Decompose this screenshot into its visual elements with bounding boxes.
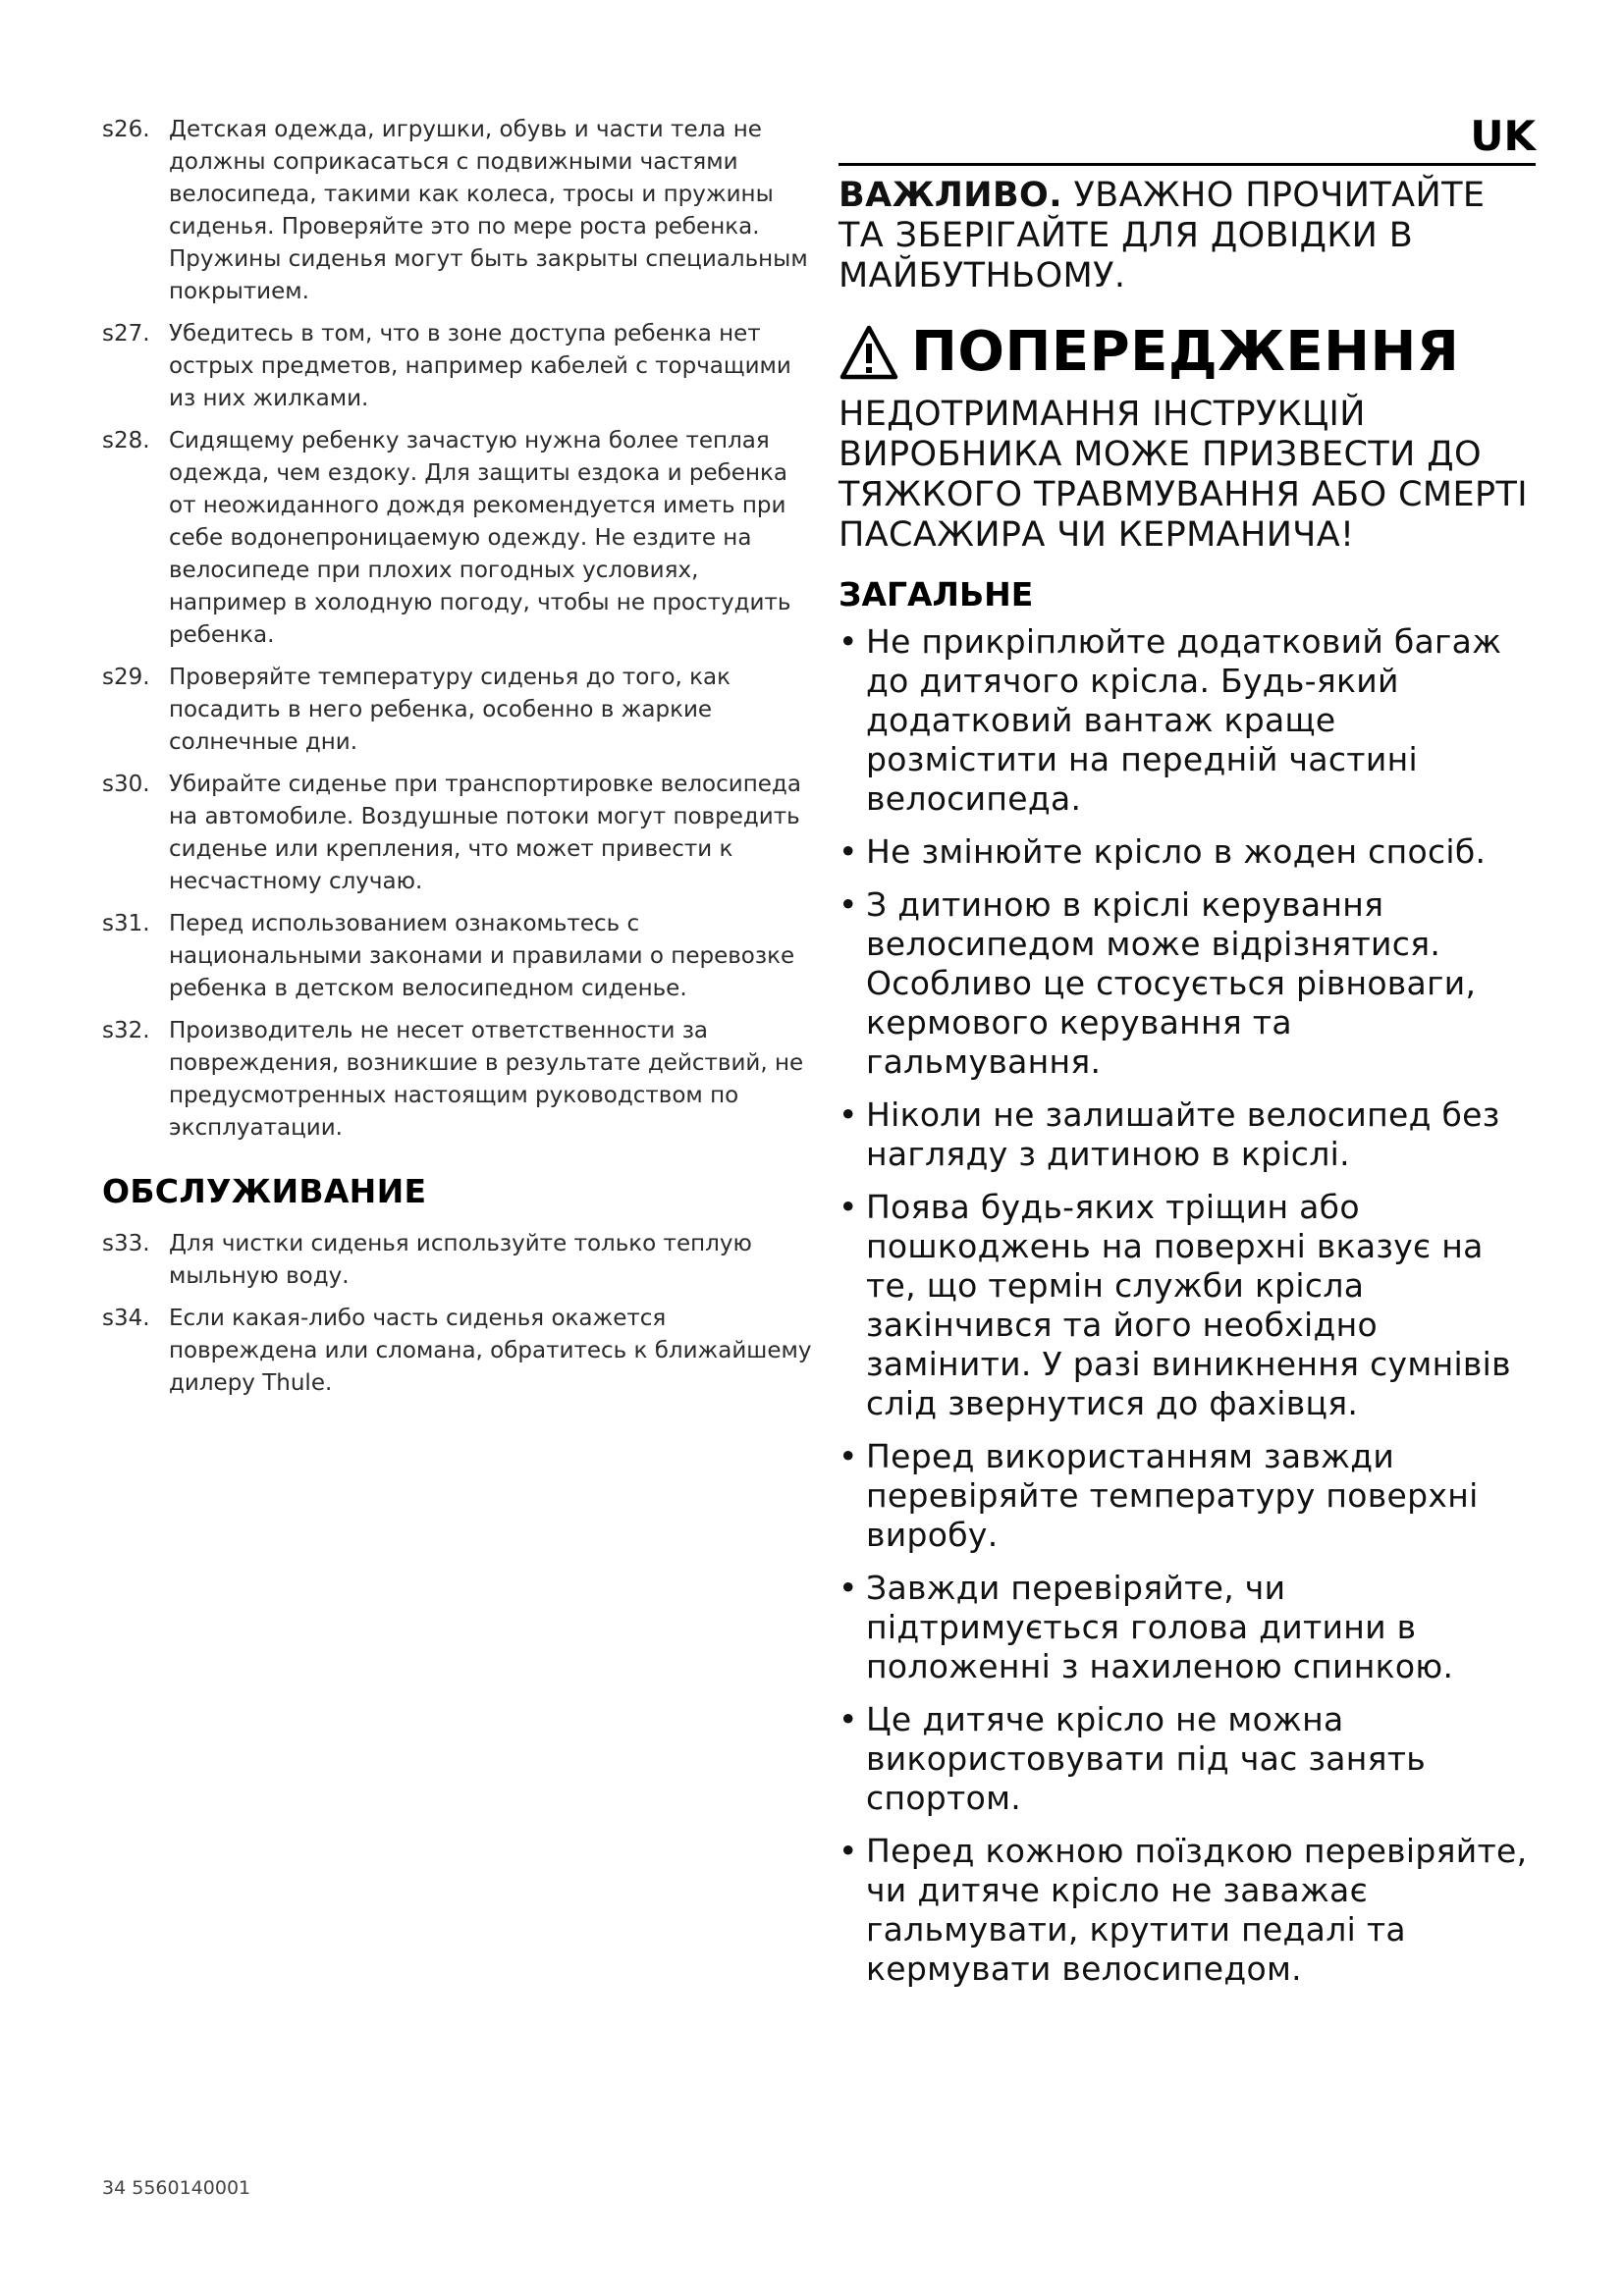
bullet-marker: • — [839, 1437, 858, 1475]
bullet-marker: • — [839, 1569, 858, 1607]
bullet-text: Поява будь-яких тріщин або пошкоджень на поверхні вказує на те, що термін служби крісла закінчився та його необхідно замінити. У разі виникнення сумнівів слід звернутися до фахівця. — [866, 1188, 1511, 1422]
ru-list-item — [102, 114, 819, 308]
item-number: s29. — [102, 665, 150, 690]
item-number: s32. — [102, 1018, 150, 1043]
bullet-marker: • — [839, 622, 858, 661]
important-text: УВАЖНО ПРОЧИТАЙТЕ ТА ЗБЕРІГАЙТЕ ДЛЯ ДОВІДКИ В МАЙБУТНЬОМУ. — [839, 176, 1486, 295]
bullet-item — [839, 1569, 1536, 1686]
item-number: s31. — [102, 911, 150, 936]
warning-triangle-icon — [839, 324, 899, 381]
item-number: s30. — [102, 772, 150, 797]
bullet-item — [839, 1437, 1536, 1555]
general-heading: ЗАГАЛЬНЕ — [839, 575, 1034, 614]
warning-text: НЕДОТРИМАННЯ ІНСТРУКЦІЙ ВИРОБНИКА МОЖЕ ПРИЗВЕСТИ ДО ТЯЖКОГО ТРАВМУВАННЯ АБО СМЕРТІ ПАСАЖИРА ЧИ КЕРМАНИЧА! — [839, 395, 1529, 555]
item-text: Убедитесь в том, что в зоне доступа ребенка нет острых предметов, например кабелей с торчащими из них жилками. — [169, 321, 791, 411]
item-text: Для чистки сиденья используйте только теплую мыльную воду. — [169, 1231, 752, 1289]
bullet-text: Це дитяче крісло не можна використовувати під час занять спортом. — [866, 1700, 1427, 1817]
header-rule — [839, 163, 1536, 166]
bullet-item — [839, 885, 1536, 1082]
right-column — [839, 114, 1536, 2002]
bullet-marker: • — [839, 832, 858, 871]
ru-list-item — [102, 1015, 819, 1145]
bullet-marker: • — [839, 1095, 858, 1134]
ru-list-item — [102, 425, 819, 652]
important-label: ВАЖЛИВО. — [839, 176, 1062, 215]
bullet-item — [839, 1188, 1536, 1423]
bullet-item — [839, 1700, 1536, 1818]
item-text: Сидящему ребенку зачастую нужна более теплая одежда, чем ездоку. Для защиты ездока и ребенка от неожиданного дождя рекомендуется иметь при себе водонепроницаемую одежду. Не ездите на велосипеде при плохих погодных условиях, например в холодную погоду, чтобы не простудить ребенка. — [169, 428, 791, 648]
item-number: s26. — [102, 117, 150, 142]
bullet-item — [839, 832, 1536, 872]
item-text: Перед использованием ознакомьтесь с национальными законами и правилами о перевозке ребенка в детском велосипедном сиденье. — [169, 911, 795, 1001]
bullet-text: Завжди перевіряйте, чи підтримується голова дитини в положенні з нахиленою спинкою. — [866, 1569, 1454, 1685]
bullet-marker: • — [839, 1832, 858, 1870]
bullet-text: Перед кожною поїздкою перевіряйте, чи дитяче крісло не заважає гальмувати, крутити педалі та кермувати велосипедом. — [866, 1832, 1528, 1988]
bullet-marker: • — [839, 1700, 858, 1738]
item-number: s33. — [102, 1231, 150, 1256]
bullet-item — [839, 1095, 1536, 1174]
item-text: Проверяйте температуру сиденья до того, как посадить в него ребенка, особенно в жаркие солнечные дни. — [169, 665, 731, 755]
bullet-marker: • — [839, 885, 858, 924]
bullet-item — [839, 1832, 1536, 1989]
item-text: Убирайте сиденье при транспортировке велосипеда на автомобиле. Воздушные потоки могут повредить сиденье или крепления, что может привести к несчастному случаю. — [169, 772, 801, 894]
item-text: Детская одежда, игрушки, обувь и части тела не должны соприкасаться с подвижными частями велосипеда, такими как колеса, тросы и пружины сиденья. Проверяйте это по мере роста ребенка. Пружины сиденья могут быть закрыты специальным покрытием. — [169, 117, 808, 304]
bullet-text: З дитиною в кріслі керування велосипедом може відрізнятися. Особливо це стосується рівноваги, кермового керування та гальмування. — [866, 885, 1477, 1081]
item-text: Если какая-либо часть сиденья окажется повреждена или сломана, обратитесь к ближайшему дилеру Thule. — [169, 1306, 812, 1396]
bullet-text: Перед використанням завжди перевіряйте температуру поверхні виробу. — [866, 1437, 1479, 1554]
general-bullet-list — [839, 622, 1536, 1989]
item-number: s34. — [102, 1306, 150, 1331]
maintenance-heading: ОБСЛУЖИВАНИЕ — [102, 1172, 427, 1210]
item-number: s28. — [102, 428, 150, 454]
bullet-text: Не прикріплюйте додатковий багаж до дитячого крісла. Будь-який додатковий вантаж краще розмістити на передній частині велосипеда. — [866, 622, 1502, 818]
warning-header — [839, 322, 1536, 383]
ru-list-item — [102, 662, 819, 759]
page-number: 34 — [102, 2177, 127, 2199]
item-text: Производитель не несет ответственности за повреждения, возникшие в результате действий, не предусмотренных настоящим руководством по эксплуатации. — [169, 1018, 804, 1141]
warning-title: ПОПЕРЕДЖЕННЯ — [911, 320, 1460, 384]
item-number: s27. — [102, 321, 150, 347]
ru-items-top — [102, 114, 819, 1145]
language-code: UK — [1470, 112, 1536, 160]
bullet-item — [839, 622, 1536, 819]
left-column — [102, 114, 819, 1410]
ru-list-item — [102, 769, 819, 898]
ru-list-item — [102, 1228, 819, 1293]
document-code: 5560140001 — [132, 2177, 251, 2199]
ru-items-maintenance — [102, 1228, 819, 1400]
page-footer — [102, 2177, 250, 2199]
ru-list-item — [102, 318, 819, 415]
bullet-text: Ніколи не залишайте велосипед без нагляду з дитиною в кріслі. — [866, 1095, 1500, 1173]
ru-list-item — [102, 1303, 819, 1400]
important-notice — [839, 176, 1536, 296]
ru-list-item — [102, 908, 819, 1005]
bullet-text: Не змінюйте крісло в жоден спосіб. — [866, 832, 1487, 871]
bullet-marker: • — [839, 1188, 858, 1226]
